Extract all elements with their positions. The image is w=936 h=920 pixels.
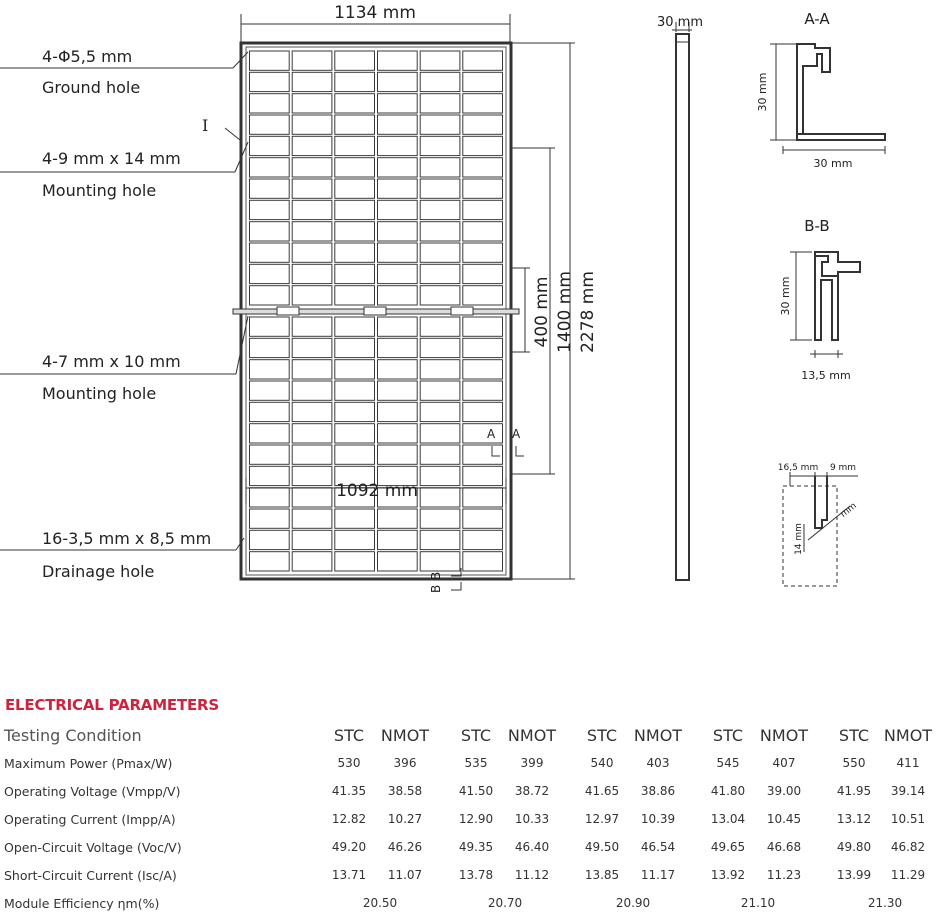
- solar-cell: [250, 243, 290, 262]
- condition-header: STC: [838, 726, 870, 745]
- side-depth-label: 30 mm: [656, 15, 704, 30]
- mount-hole-1-size: 4-9 mm x 14 mm: [42, 149, 181, 168]
- solar-cell: [463, 530, 503, 549]
- parameter-value: 411: [896, 756, 920, 770]
- solar-cell: [463, 136, 503, 155]
- bb-width-label: 13,5 mm: [801, 369, 851, 382]
- section-a-right: A: [512, 427, 521, 441]
- table-row: [0, 868, 936, 892]
- mount-hole-2-size: 4-7 mm x 10 mm: [42, 352, 181, 371]
- solar-cell: [292, 317, 332, 336]
- parameter-value: 399: [520, 756, 544, 770]
- solar-cell: [420, 94, 460, 113]
- solar-cell: [335, 136, 375, 155]
- solar-cell: [335, 402, 375, 421]
- solar-cell: [292, 488, 332, 507]
- bb-profile: [815, 252, 860, 340]
- solar-cell: [463, 72, 503, 91]
- parameter-value: 49.20: [331, 840, 367, 854]
- parameter-value: 41.35: [331, 784, 367, 798]
- solar-cell: [463, 488, 503, 507]
- solar-cell: [463, 243, 503, 262]
- solar-cell: [250, 424, 290, 443]
- solar-cell: [292, 158, 332, 177]
- solar-cell: [250, 222, 290, 241]
- solar-cell: [292, 136, 332, 155]
- table-row: [0, 840, 936, 864]
- aa-title: A-A: [804, 10, 830, 28]
- efficiency-value: 20.90: [615, 896, 651, 910]
- efficiency-value: 20.70: [487, 896, 523, 910]
- parameter-value: 13.71: [331, 868, 367, 882]
- solar-cell: [420, 466, 460, 485]
- drain-hole-size: 16-3,5 mm x 8,5 mm: [42, 529, 212, 548]
- width-label: 1134 mm: [334, 3, 416, 23]
- parameter-value: 10.45: [766, 812, 802, 826]
- solar-cell: [250, 445, 290, 464]
- solar-cell: [378, 317, 418, 336]
- solar-cell: [420, 200, 460, 219]
- solar-cell: [378, 115, 418, 134]
- solar-cell: [250, 381, 290, 400]
- solar-cell: [335, 317, 375, 336]
- detail-h-label: 14 mm: [794, 523, 804, 555]
- callout-leaders: [0, 52, 248, 550]
- solar-cell: [335, 179, 375, 198]
- solar-cell: [420, 509, 460, 528]
- solar-cell: [378, 286, 418, 305]
- parameter-value: 41.95: [836, 784, 872, 798]
- solar-cell: [292, 360, 332, 379]
- solar-cell: [420, 360, 460, 379]
- solar-cell: [420, 402, 460, 421]
- parameter-value: 13.85: [584, 868, 620, 882]
- parameter-value: 11.12: [514, 868, 550, 882]
- solar-cell: [420, 445, 460, 464]
- solar-cell: [292, 286, 332, 305]
- parameter-value: 535: [464, 756, 488, 770]
- solar-cell: [463, 200, 503, 219]
- detail-w2-label: 9 mm: [829, 463, 857, 473]
- parameter-value: 10.33: [514, 812, 550, 826]
- solar-cell: [378, 72, 418, 91]
- solar-cell: [378, 264, 418, 283]
- solar-cell: [250, 317, 290, 336]
- solar-cell: [250, 488, 290, 507]
- solar-cell: [335, 360, 375, 379]
- solar-cell: [335, 243, 375, 262]
- solar-cell: [378, 243, 418, 262]
- solar-cell: [292, 530, 332, 549]
- solar-cell: [378, 179, 418, 198]
- condition-header: NMOT: [759, 726, 809, 745]
- solar-cell: [463, 466, 503, 485]
- condition-header: STC: [333, 726, 365, 745]
- parameter-name: Maximum Power (Pmax/W): [4, 756, 173, 771]
- solar-cell: [292, 51, 332, 70]
- solar-cell: [292, 200, 332, 219]
- parameter-value: 530: [337, 756, 361, 770]
- condition-header: NMOT: [633, 726, 683, 745]
- solar-cell: [463, 51, 503, 70]
- solar-cell: [463, 264, 503, 283]
- solar-cell: [292, 264, 332, 283]
- detail-w1-label: 16,5 mm: [777, 463, 819, 473]
- parameter-value: 38.58: [387, 784, 423, 798]
- inner-width-label: 1092 mm: [336, 481, 418, 501]
- solar-cell: [463, 338, 503, 357]
- solar-cell: [250, 338, 290, 357]
- section-a-left: A: [487, 427, 496, 441]
- parameter-value: 12.82: [331, 812, 367, 826]
- parameter-value: 46.26: [387, 840, 423, 854]
- parameter-value: 41.65: [584, 784, 620, 798]
- solar-cell: [335, 552, 375, 571]
- solar-cell: [420, 222, 460, 241]
- solar-cell: [420, 243, 460, 262]
- table-row: [0, 812, 936, 836]
- solar-cell: [335, 424, 375, 443]
- solar-cell: [420, 72, 460, 91]
- solar-cell: [420, 424, 460, 443]
- solar-cell: [378, 338, 418, 357]
- parameter-value: 49.35: [458, 840, 494, 854]
- solar-cell: [292, 94, 332, 113]
- parameter-value: 39.00: [766, 784, 802, 798]
- solar-cell: [420, 381, 460, 400]
- parameter-name: Open-Circuit Voltage (Voc/V): [4, 840, 182, 855]
- solar-cell: [420, 338, 460, 357]
- solar-cell: [292, 243, 332, 262]
- bb-title: B-B: [804, 217, 830, 235]
- solar-cell: [292, 381, 332, 400]
- solar-cell: [292, 466, 332, 485]
- electrical-parameters-title: ELECTRICAL PARAMETERS: [5, 696, 220, 714]
- solar-cell: [335, 51, 375, 70]
- solar-cell: [463, 286, 503, 305]
- section-markers: [451, 446, 524, 590]
- condition-header: STC: [460, 726, 492, 745]
- solar-cell: [335, 286, 375, 305]
- parameter-value: 12.90: [458, 812, 494, 826]
- parameter-value: 12.97: [584, 812, 620, 826]
- parameter-value: 46.54: [640, 840, 676, 854]
- parameter-value: 46.82: [890, 840, 926, 854]
- solar-cell: [378, 51, 418, 70]
- solar-cell: [292, 445, 332, 464]
- parameter-value: 41.50: [458, 784, 494, 798]
- solar-cell: [463, 509, 503, 528]
- parameter-value: 38.72: [514, 784, 550, 798]
- aa-height-label: 30 mm: [756, 72, 769, 112]
- solar-cell: [292, 509, 332, 528]
- solar-cell: [250, 115, 290, 134]
- bb-height-label: 30 mm: [779, 276, 792, 316]
- mount-hole-1-label: Mounting hole: [42, 181, 157, 200]
- solar-cell: [292, 72, 332, 91]
- solar-cell: [378, 94, 418, 113]
- efficiency-value: 21.10: [740, 896, 776, 910]
- solar-cell: [292, 179, 332, 198]
- solar-cell: [463, 158, 503, 177]
- solar-cell: [463, 381, 503, 400]
- parameter-value: 407: [772, 756, 796, 770]
- solar-cell: [378, 402, 418, 421]
- solar-cell: [292, 115, 332, 134]
- solar-cell: [378, 530, 418, 549]
- solar-cell: [250, 136, 290, 155]
- table-row: [0, 726, 936, 750]
- parameter-value: 13.12: [836, 812, 872, 826]
- solar-cell: [463, 222, 503, 241]
- solar-cell: [250, 200, 290, 219]
- parameter-value: 11.29: [890, 868, 926, 882]
- solar-cell: [420, 530, 460, 549]
- parameter-name: Short-Circuit Current (Isc/A): [4, 868, 177, 883]
- solar-cell: [250, 552, 290, 571]
- solar-cell: [463, 424, 503, 443]
- solar-cell: [463, 115, 503, 134]
- solar-cell: [463, 317, 503, 336]
- condition-header: STC: [712, 726, 744, 745]
- condition-header: NMOT: [380, 726, 430, 745]
- solar-cell: [420, 51, 460, 70]
- solar-cell: [335, 445, 375, 464]
- parameter-value: 10.51: [890, 812, 926, 826]
- parameter-value: 39.14: [890, 784, 926, 798]
- parameter-name: Operating Current (Impp/A): [4, 812, 176, 827]
- solar-cell: [378, 509, 418, 528]
- solar-cell: [420, 136, 460, 155]
- table-row: [0, 756, 936, 780]
- parameter-value: 49.65: [710, 840, 746, 854]
- module-side-view: [672, 22, 692, 580]
- parameter-value: 10.27: [387, 812, 423, 826]
- solar-cell: [378, 200, 418, 219]
- detail-diag-label: mm: [838, 501, 859, 520]
- solar-cell: [378, 424, 418, 443]
- solar-cell: [250, 530, 290, 549]
- aa-width-label: 30 mm: [813, 157, 853, 170]
- condition-header: STC: [586, 726, 618, 745]
- solar-cell: [250, 72, 290, 91]
- solar-cell: [250, 286, 290, 305]
- parameter-value: 403: [646, 756, 670, 770]
- solar-cell: [335, 72, 375, 91]
- solar-cell: [378, 552, 418, 571]
- solar-cell: [335, 381, 375, 400]
- solar-cell: [420, 317, 460, 336]
- parameter-value: 38.86: [640, 784, 676, 798]
- table-row: [0, 896, 936, 920]
- solar-cell: [335, 200, 375, 219]
- solar-cell: [420, 552, 460, 571]
- parameter-value: 49.80: [836, 840, 872, 854]
- solar-cell: [463, 552, 503, 571]
- solar-cell: [250, 402, 290, 421]
- parameter-name: Module Efficiency ηm(%): [4, 896, 160, 911]
- condition-header: NMOT: [883, 726, 933, 745]
- solar-cell: [335, 115, 375, 134]
- dim-1400-label: 1400 mm: [555, 271, 575, 353]
- parameter-value: 550: [842, 756, 866, 770]
- solar-cell: [335, 264, 375, 283]
- parameter-value: 13.04: [710, 812, 746, 826]
- parameter-value: 46.40: [514, 840, 550, 854]
- parameter-value: 13.78: [458, 868, 494, 882]
- solar-cell: [250, 509, 290, 528]
- mount-hole-2-label: Mounting hole: [42, 384, 157, 403]
- solar-cell: [335, 530, 375, 549]
- section-b-1: B: [429, 571, 443, 580]
- parameter-value: 545: [716, 756, 740, 770]
- parameter-value: 41.80: [710, 784, 746, 798]
- solar-cell: [378, 158, 418, 177]
- solar-cell: [292, 402, 332, 421]
- ground-hole-label: Ground hole: [42, 78, 141, 97]
- solar-cell: [335, 94, 375, 113]
- solar-cell: [463, 402, 503, 421]
- solar-cell: [250, 264, 290, 283]
- parameter-value: 11.23: [766, 868, 802, 882]
- solar-cell: [250, 94, 290, 113]
- ground-hole-size: 4-Φ5,5 mm: [42, 47, 133, 66]
- parameter-value: 540: [590, 756, 614, 770]
- detail-marker: I: [202, 116, 209, 135]
- parameter-value: 396: [393, 756, 417, 770]
- solar-cell: [250, 360, 290, 379]
- solar-cell: [335, 222, 375, 241]
- parameter-value: 46.68: [766, 840, 802, 854]
- efficiency-value: 21.30: [867, 896, 903, 910]
- parameter-value: 11.07: [387, 868, 423, 882]
- parameter-name: Operating Voltage (Vmpp/V): [4, 784, 181, 799]
- parameter-value: 11.17: [640, 868, 676, 882]
- solar-cell: [463, 445, 503, 464]
- parameter-value: 49.50: [584, 840, 620, 854]
- solar-cell: [463, 94, 503, 113]
- aa-profile: [797, 44, 885, 140]
- parameter-value: 13.92: [710, 868, 746, 882]
- solar-cell: [378, 136, 418, 155]
- dim-2278-label: 2278 mm: [578, 271, 598, 353]
- solar-cell: [250, 179, 290, 198]
- solar-cell: [335, 158, 375, 177]
- efficiency-value: 20.50: [362, 896, 398, 910]
- solar-cell: [420, 158, 460, 177]
- solar-cell: [292, 222, 332, 241]
- section-b-2: B: [429, 584, 443, 593]
- solar-cell: [250, 466, 290, 485]
- solar-cell: [335, 338, 375, 357]
- table-row: [0, 784, 936, 808]
- solar-cell: [378, 222, 418, 241]
- testing-condition-label: Testing Condition: [4, 726, 142, 745]
- solar-cell: [420, 264, 460, 283]
- solar-cell: [378, 381, 418, 400]
- solar-cell: [335, 509, 375, 528]
- parameter-value: 13.99: [836, 868, 872, 882]
- solar-cell: [292, 338, 332, 357]
- solar-cell: [292, 552, 332, 571]
- solar-cell: [463, 360, 503, 379]
- solar-cell: [378, 445, 418, 464]
- solar-cell: [420, 115, 460, 134]
- solar-cell: [250, 51, 290, 70]
- solar-cell: [420, 179, 460, 198]
- dim-400-label: 400 mm: [532, 276, 552, 348]
- parameter-value: 10.39: [640, 812, 676, 826]
- solar-cell: [420, 488, 460, 507]
- solar-cell: [250, 158, 290, 177]
- solar-cell: [378, 360, 418, 379]
- solar-cell: [420, 286, 460, 305]
- solar-cell: [292, 424, 332, 443]
- solar-cell: [463, 179, 503, 198]
- drain-hole-label: Drainage hole: [42, 562, 155, 581]
- condition-header: NMOT: [507, 726, 557, 745]
